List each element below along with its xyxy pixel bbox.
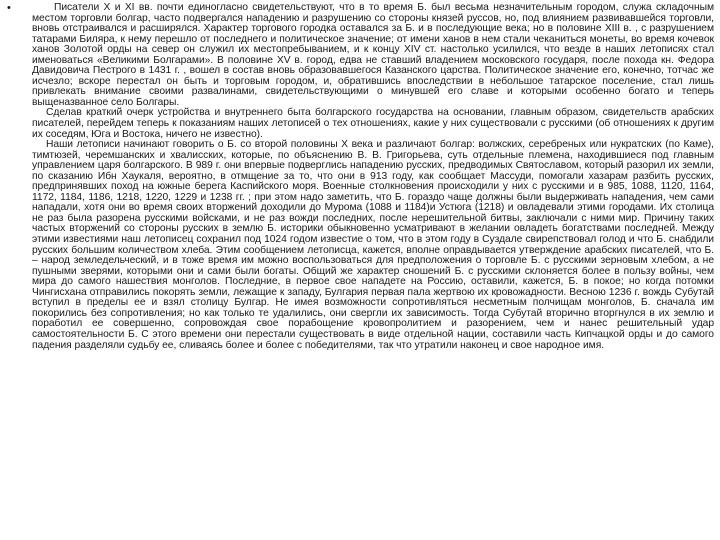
body-text <box>32 3 714 351</box>
bullet-marker: • <box>7 2 11 14</box>
paragraph-2: Сделав краткий очерк устройства и внутреннего быта болгарского государства на основании, главным образом, свидетельств арабских писателей, перейдем теперь к показаниям наших летописей о тех отношениях, какие у них существовали с русскими (об отношениях к другим их соседям, Юга и Востока, ничего не известно). <box>32 107 714 140</box>
paragraph-3: Наши летописи начинают говорить о Б. со второй половины X века и различают болгар: волжских, серебреных или нукратских (по Каме), тимтюзей, черемшанских и хвалисских, которые, по объяснению В. В. Григорьева, суть отдельные племена, находившиеся под главным управлением царя болгарского. В 989 г. они впервые подверглись нападению русских, предводимых Святославом, который разорил их земли, по сказанию Ибн Хаукаля, вероятно, в отмщение за то, что они в 913 году, как сообщает Массуди, помогали хазарам разбить русских, предпринявших поход на южные берега Каспийского моря. Военные столкновения происходили у них с русскими и в 985, 1088, 1120, 1164, 1172, 1184, 1186, 1218, 1220, 1229 и 1238 гг. ; при этом надо заметить, что Б. гораздо чаще должны были выдерживать нападения, чем сами нападали, хотя они во время своих вторжений доходили до Мурома (1088 и 1184)и Устюга (1218) и овладевали этими городами. Их столица не раз была разорена русскими войсками, и не раз вожди последних, после нерешительной битвы, заключали с ними мир. Причину таких частых вторжений со стороны русских в землю Б. историки обыкновенно усматривают в желании овладеть богатствами последней. Между этими известиями наш летописец сохранил под 1024 годом известие о том, что в этом году в Суздале свирепствовал голод и что Б. снабдили русских большим количеством хлеба. Этим сообщением летописца, кажется, вполне оправдывается утверждение арабских писателей, что Б. – народ земледельческий, и в тоже время им можно воспользоваться для предположения о торговле Б. с русскими зерновым хлебом, а не пушными зверями, которыми они и сами были богаты. Общий же характер сношений Б. с русскими склоняется более в пользу войны, чем мира до самого нашествия монголов. Последние, в первое свое нападете на Россию, оставили, кажется, Б. в покое; но когда потомки Чингисхана отправились покорять земли, лежащие к западу, Булгария первая пала жертвою их кровожадности. Весною 1236 г. вождь Субутай вступил в пределы ее и взял столицу Булгар. Не имея возможности сопротивляться несметным полчищам монголов, Б. сначала им покорились без сопротивления; но как только те удалились, они свергли их зависимость. Тогда Субутай вторично вторгнулся в их землю и поработил ее совершенно, сопровождая свое порабощение кровопролитием и разорением, чем и нанес решительный удар самостоятельности Б. С этого времени они перестали существовать в виде отдельной нации, составили часть Кипчацкой орды и до самого падения разделяли судьбу ее, сливаясь более и более с победителями, так что утратили наконец и свое народное имя. <box>32 139 714 351</box>
paragraph-1: Писатели X и XI вв. почти единогласно свидетельствуют, что в то время Б. был весьма незначительным городом, служа складочным местом торговли болгар, часто подвергался нападению и разрушению со стороны князей руссов, но, под влиянием развивавшейся торговли, вновь отстраивался и расширялся. Характер торгового городка оставался за Б. и в последующие века; но в половине XIII в. , с разрушением татарами Биляра, к нему перешло от последнего и политическое значение; от имени ханов в нем стали чеканиться монеты, во время кочевок ханов Золотой орды на север он служил их местопребыванием, и к концу XIV ст. настолько усилился, что везде в наших летописях стал именоваться «Великими Болгарами». В половине XV в. город, едва не ставший владением московского государя, после похода кн. Федора Давидовича Пестрого в 1431 г. , вошел в состав вновь образовавшегося Казанского царства. Политическое значение его, конечно, тотчас же исчезло; вскоре перестал он быть и торговым городом, и, обратившись впоследствии в небольшое татарское поселение, стал лишь привлекать внимание своими развалинами, свидетельствующими о минувшей его славе и которыми особенно богато и теперь выщеназванное село Болгары. <box>32 2 714 108</box>
